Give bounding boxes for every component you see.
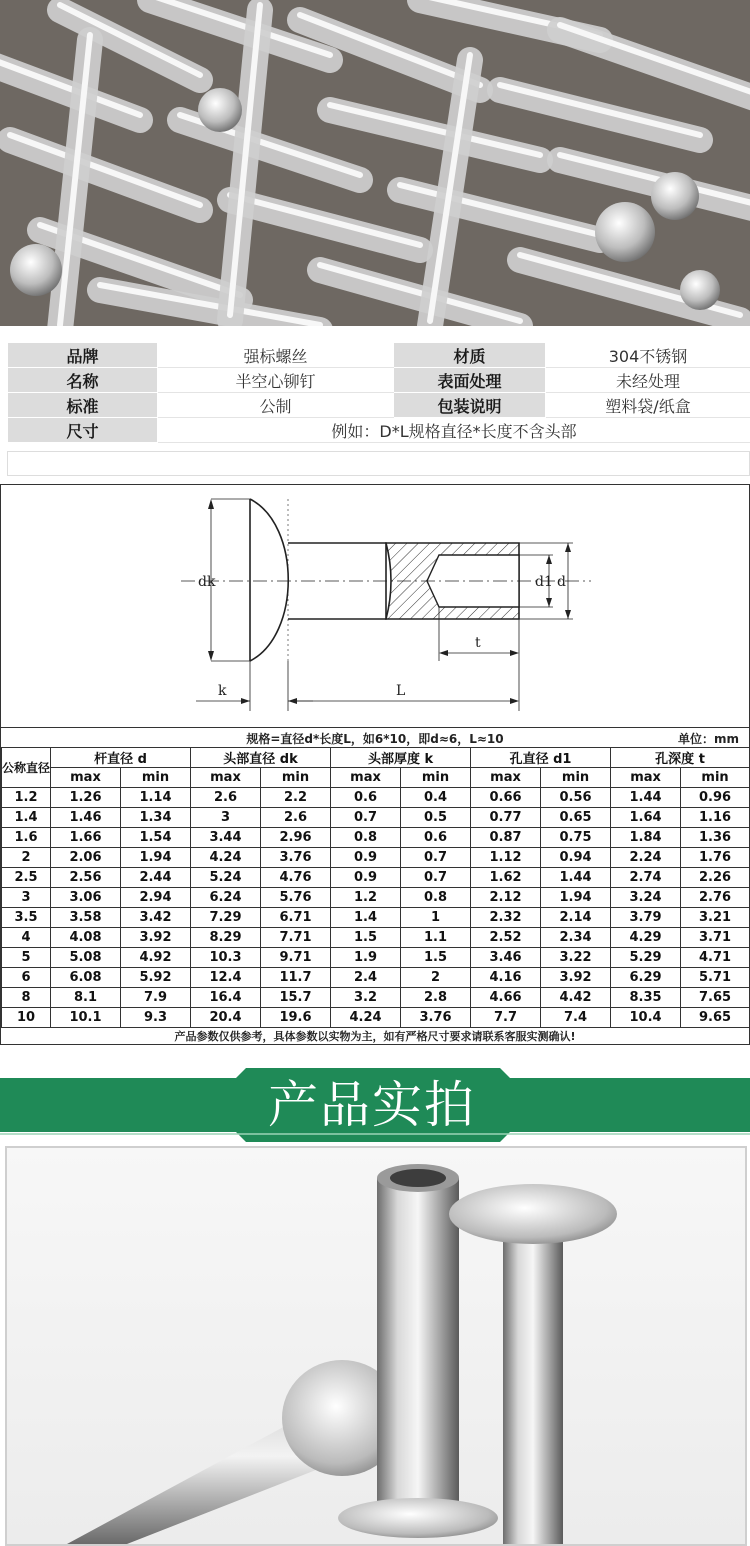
dimension-cell: 6.71 bbox=[261, 908, 331, 928]
dimension-cell: 0.96 bbox=[681, 788, 750, 808]
dimension-cell: 6.29 bbox=[611, 968, 681, 988]
dimension-cell: 1.84 bbox=[611, 828, 681, 848]
dimension-cell: 4.71 bbox=[681, 948, 750, 968]
spec-table bbox=[7, 342, 750, 443]
dimension-cell: 2.6 bbox=[261, 808, 331, 828]
rivet-closeup-photo bbox=[5, 1146, 747, 1546]
dimension-cell: 4.92 bbox=[121, 948, 191, 968]
rivet-pile-illustration bbox=[0, 0, 750, 326]
dimension-cell: 5.71 bbox=[681, 968, 750, 988]
dimension-cell: 3.58 bbox=[51, 908, 121, 928]
spec-key: 名称 bbox=[8, 368, 158, 393]
dimension-row bbox=[2, 988, 750, 1008]
dimension-cell: 3 bbox=[191, 808, 261, 828]
dimension-cell: 4.16 bbox=[471, 968, 541, 988]
dimension-cell: 0.87 bbox=[471, 828, 541, 848]
dimension-cell: 10.3 bbox=[191, 948, 261, 968]
dimension-cell: 7.65 bbox=[681, 988, 750, 1008]
dimension-cell: 1.46 bbox=[51, 808, 121, 828]
dimension-cell: 2.24 bbox=[611, 848, 681, 868]
banner-title: 产品实拍 bbox=[268, 1076, 476, 1134]
dimension-cell: 8.29 bbox=[191, 928, 261, 948]
dimension-cell: 2.6 bbox=[191, 788, 261, 808]
dimension-cell: 2.74 bbox=[611, 868, 681, 888]
dimension-cell: 1.5 bbox=[331, 928, 401, 948]
dimension-cell: 1.1 bbox=[401, 928, 471, 948]
dimension-row bbox=[2, 1008, 750, 1028]
nominal-diameter-cell: 3 bbox=[2, 888, 51, 908]
spec-value: 未经处理 bbox=[546, 368, 750, 393]
nominal-diameter-cell: 5 bbox=[2, 948, 51, 968]
dimension-panel bbox=[0, 484, 750, 1045]
nominal-diameter-header: 公称直径 bbox=[2, 748, 51, 788]
dimension-cell: 4.24 bbox=[331, 1008, 401, 1028]
rivet-head-outline bbox=[250, 499, 288, 661]
dimension-cell: 4.29 bbox=[611, 928, 681, 948]
spec-value: 304不锈钢 bbox=[546, 343, 750, 368]
dimension-cell: 0.6 bbox=[401, 828, 471, 848]
nominal-diameter-cell: 1.6 bbox=[2, 828, 51, 848]
dimension-cell: 4.24 bbox=[191, 848, 261, 868]
dimension-cell: 2.8 bbox=[401, 988, 471, 1008]
spec-key: 材质 bbox=[394, 343, 546, 368]
max-header: max bbox=[331, 768, 401, 788]
spec-value: 半空心铆钉 bbox=[158, 368, 394, 393]
dimension-row bbox=[2, 888, 750, 908]
dimension-cell: 1.36 bbox=[681, 828, 750, 848]
dimension-cell: 3.76 bbox=[261, 848, 331, 868]
dimension-cell: 3.46 bbox=[471, 948, 541, 968]
nominal-diameter-cell: 4 bbox=[2, 928, 51, 948]
min-header: min bbox=[681, 768, 750, 788]
dimension-unit: 单位：mm bbox=[677, 732, 739, 746]
dimension-group-header: 孔深度 t bbox=[611, 748, 750, 768]
dimension-cell: 2 bbox=[401, 968, 471, 988]
d1-label: d1 bbox=[535, 574, 553, 590]
nominal-diameter-cell: 10 bbox=[2, 1008, 51, 1028]
dimension-cell: 3.24 bbox=[611, 888, 681, 908]
dimension-cell: 2.76 bbox=[681, 888, 750, 908]
dimension-cell: 0.7 bbox=[401, 848, 471, 868]
dimension-cell: 1.16 bbox=[681, 808, 750, 828]
dimension-cell: 1.44 bbox=[541, 868, 611, 888]
dimension-cell: 2.26 bbox=[681, 868, 750, 888]
dimension-group-header: 头部直径 dk bbox=[191, 748, 331, 768]
dimension-cell: 12.4 bbox=[191, 968, 261, 988]
min-header: min bbox=[541, 768, 611, 788]
dimension-cell: 7.4 bbox=[541, 1008, 611, 1028]
dimension-cell: 0.5 bbox=[401, 808, 471, 828]
dimension-cell: 5.29 bbox=[611, 948, 681, 968]
min-header: min bbox=[261, 768, 331, 788]
dimension-cell: 3.92 bbox=[541, 968, 611, 988]
dimension-group-header: 杆直径 d bbox=[51, 748, 191, 768]
dimension-cell: 2.12 bbox=[471, 888, 541, 908]
dimension-cell: 2.56 bbox=[51, 868, 121, 888]
dimension-cell: 0.8 bbox=[331, 828, 401, 848]
dimension-cell: 11.7 bbox=[261, 968, 331, 988]
dimension-cell: 3.2 bbox=[331, 988, 401, 1008]
k-label: k bbox=[218, 683, 227, 699]
dimension-cell: 2.14 bbox=[541, 908, 611, 928]
dimension-cell: 5.08 bbox=[51, 948, 121, 968]
spec-key: 品牌 bbox=[8, 343, 158, 368]
dimension-note: 产品参数仅供参考，具体参数以实物为主，如有严格尺寸要求请联系客服实测确认! bbox=[1, 1027, 749, 1045]
dimension-cell: 1.12 bbox=[471, 848, 541, 868]
dimension-cell: 3.21 bbox=[681, 908, 750, 928]
nominal-diameter-cell: 1.2 bbox=[2, 788, 51, 808]
spec-value: 塑料袋/纸盒 bbox=[546, 393, 750, 418]
spec-key: 包装说明 bbox=[394, 393, 546, 418]
dimension-cell: 3.44 bbox=[191, 828, 261, 848]
nominal-diameter-cell: 2 bbox=[2, 848, 51, 868]
spec-row bbox=[8, 393, 750, 418]
dimension-cell: 3.22 bbox=[541, 948, 611, 968]
nominal-diameter-cell: 8 bbox=[2, 988, 51, 1008]
dimension-cell: 3.79 bbox=[611, 908, 681, 928]
dimension-group-header: 孔直径 d1 bbox=[471, 748, 611, 768]
dimension-cell: 16.4 bbox=[191, 988, 261, 1008]
dimension-cell: 5.76 bbox=[261, 888, 331, 908]
dimension-cell: 0.75 bbox=[541, 828, 611, 848]
dimension-table bbox=[1, 747, 750, 1028]
dimension-cell: 5.92 bbox=[121, 968, 191, 988]
dimension-row bbox=[2, 788, 750, 808]
dimension-cell: 1.76 bbox=[681, 848, 750, 868]
dimension-cell: 19.6 bbox=[261, 1008, 331, 1028]
dimension-cell: 0.7 bbox=[401, 868, 471, 888]
dimension-row bbox=[2, 928, 750, 948]
dimension-caption-bar bbox=[1, 727, 749, 747]
dimension-cell: 10.1 bbox=[51, 1008, 121, 1028]
dimension-cell: 1.66 bbox=[51, 828, 121, 848]
dimension-cell: 2.94 bbox=[121, 888, 191, 908]
dimension-cell: 0.7 bbox=[331, 808, 401, 828]
dimension-cell: 3.06 bbox=[51, 888, 121, 908]
dimension-cell: 1.5 bbox=[401, 948, 471, 968]
spec-row bbox=[8, 368, 750, 393]
dimension-cell: 8.1 bbox=[51, 988, 121, 1008]
dimension-cell: 7.71 bbox=[261, 928, 331, 948]
L-label: L bbox=[396, 683, 406, 699]
max-header: max bbox=[471, 768, 541, 788]
spec-key: 标准 bbox=[8, 393, 158, 418]
dimension-cell: 9.3 bbox=[121, 1008, 191, 1028]
dimension-cell: 7.29 bbox=[191, 908, 261, 928]
dimension-cell: 3.71 bbox=[681, 928, 750, 948]
dimension-cell: 0.6 bbox=[331, 788, 401, 808]
rivet-pile-photo bbox=[0, 0, 750, 326]
dimension-cell: 0.56 bbox=[541, 788, 611, 808]
spec-value: 公制 bbox=[158, 393, 394, 418]
dimension-cell: 6.24 bbox=[191, 888, 261, 908]
dimension-cell: 3.76 bbox=[401, 1008, 471, 1028]
dimension-cell: 0.66 bbox=[471, 788, 541, 808]
dimension-cell: 2.52 bbox=[471, 928, 541, 948]
rivet-closeup-illustration bbox=[7, 1148, 745, 1544]
dimension-cell: 0.9 bbox=[331, 868, 401, 888]
dimension-cell: 4.66 bbox=[471, 988, 541, 1008]
spec-key: 表面处理 bbox=[394, 368, 546, 393]
nominal-diameter-cell: 2.5 bbox=[2, 868, 51, 888]
dimension-row bbox=[2, 908, 750, 928]
dimension-cell: 0.9 bbox=[331, 848, 401, 868]
dimension-row bbox=[2, 848, 750, 868]
dimension-cell: 0.4 bbox=[401, 788, 471, 808]
spec-key: 尺寸 bbox=[8, 418, 158, 443]
dimension-cell: 2.44 bbox=[121, 868, 191, 888]
spec-blank-row bbox=[7, 451, 750, 476]
dimension-cell: 1.94 bbox=[541, 888, 611, 908]
nominal-diameter-cell: 3.5 bbox=[2, 908, 51, 928]
dimension-row bbox=[2, 868, 750, 888]
dimension-cell: 8.35 bbox=[611, 988, 681, 1008]
nominal-diameter-cell: 1.4 bbox=[2, 808, 51, 828]
dimension-row bbox=[2, 808, 750, 828]
dimension-cell: 1.34 bbox=[121, 808, 191, 828]
dimension-cell: 4.08 bbox=[51, 928, 121, 948]
min-header: min bbox=[121, 768, 191, 788]
dimension-cell: 1.26 bbox=[51, 788, 121, 808]
dimension-row bbox=[2, 968, 750, 988]
dimension-cell: 2.4 bbox=[331, 968, 401, 988]
spec-value: 例如：D*L规格直径*长度不含头部 bbox=[158, 418, 750, 443]
dimension-group-header: 头部厚度 k bbox=[331, 748, 471, 768]
spec-row bbox=[8, 418, 750, 443]
dimension-cell: 2.2 bbox=[261, 788, 331, 808]
dimension-cell: 9.65 bbox=[681, 1008, 750, 1028]
dimension-cell: 7.9 bbox=[121, 988, 191, 1008]
dimension-cell: 2.34 bbox=[541, 928, 611, 948]
dimension-cell: 4.42 bbox=[541, 988, 611, 1008]
dimension-cell: 1.4 bbox=[331, 908, 401, 928]
dimension-cell: 10.4 bbox=[611, 1008, 681, 1028]
dimension-cell: 0.8 bbox=[401, 888, 471, 908]
dimension-cell: 15.7 bbox=[261, 988, 331, 1008]
dimension-cell: 3.42 bbox=[121, 908, 191, 928]
dimension-cell: 6.08 bbox=[51, 968, 121, 988]
dimension-cell: 0.65 bbox=[541, 808, 611, 828]
dimension-cell: 1.9 bbox=[331, 948, 401, 968]
dimension-cell: 1.2 bbox=[331, 888, 401, 908]
dimension-cell: 2.32 bbox=[471, 908, 541, 928]
dimension-caption: 规格=直径d*长度L，如6*10，即d≈6，L≈10 bbox=[246, 732, 504, 746]
dimension-cell: 1.64 bbox=[611, 808, 681, 828]
dimension-cell: 0.77 bbox=[471, 808, 541, 828]
d-label: d bbox=[557, 574, 566, 590]
t-label: t bbox=[475, 635, 481, 651]
dimension-cell: 0.94 bbox=[541, 848, 611, 868]
dimension-cell: 9.71 bbox=[261, 948, 331, 968]
dimension-cell: 4.76 bbox=[261, 868, 331, 888]
dimension-cell: 1.44 bbox=[611, 788, 681, 808]
dimension-cell: 3.92 bbox=[121, 928, 191, 948]
dimension-cell: 7.7 bbox=[471, 1008, 541, 1028]
spec-value: 强标螺丝 bbox=[158, 343, 394, 368]
dimension-cell: 1.94 bbox=[121, 848, 191, 868]
dimension-cell: 1 bbox=[401, 908, 471, 928]
dimension-cell: 1.62 bbox=[471, 868, 541, 888]
dimension-cell: 1.14 bbox=[121, 788, 191, 808]
dimension-cell: 2.06 bbox=[51, 848, 121, 868]
nominal-diameter-cell: 6 bbox=[2, 968, 51, 988]
dk-label: dk bbox=[198, 574, 216, 590]
rivet-drawing bbox=[1, 485, 749, 727]
dimension-cell: 1.54 bbox=[121, 828, 191, 848]
max-header: max bbox=[611, 768, 681, 788]
dimension-cell: 5.24 bbox=[191, 868, 261, 888]
max-header: max bbox=[51, 768, 121, 788]
max-header: max bbox=[191, 768, 261, 788]
dimension-row bbox=[2, 828, 750, 848]
dimension-row bbox=[2, 948, 750, 968]
dimension-cell: 20.4 bbox=[191, 1008, 261, 1028]
spec-row bbox=[8, 343, 750, 368]
dimension-cell: 2.96 bbox=[261, 828, 331, 848]
min-header: min bbox=[401, 768, 471, 788]
